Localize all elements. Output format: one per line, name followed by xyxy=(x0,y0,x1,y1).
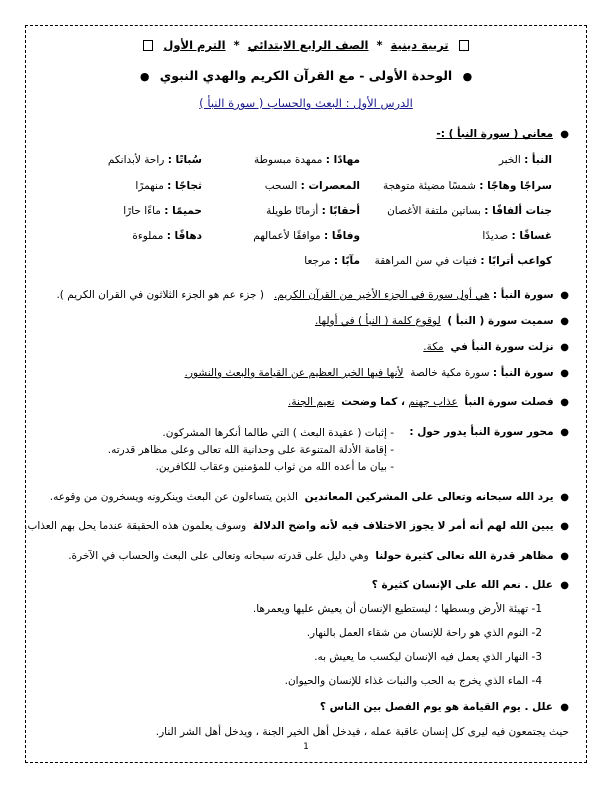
bullet-icon: ● xyxy=(560,580,569,591)
bullet-icon: ● xyxy=(560,521,569,532)
title-term: الترم الأول xyxy=(163,38,226,52)
bullet-icon: ● xyxy=(560,551,569,562)
meanings-heading xyxy=(436,128,569,140)
meaning-word: كواعب أترابًا : xyxy=(480,255,552,267)
bullet-icon: ● xyxy=(462,70,473,83)
meaning-cell xyxy=(108,154,202,166)
meaning-definition: شمسًا مضيئة متوهجة xyxy=(382,180,476,192)
meaning-word: سُباتًا : xyxy=(167,154,202,166)
question-1 xyxy=(372,579,569,591)
fact-surah-position xyxy=(56,289,569,301)
text-span: هي أول سورة في الجزء الأخير من القرآن الكريم. xyxy=(273,289,490,301)
text-span: مكة. xyxy=(423,341,444,353)
text-span: لوقوع كلمة ( النبأ ) في أولها. xyxy=(314,315,441,327)
text-span: سورة النبأ : xyxy=(492,367,554,379)
meaning-definition: ممهدة مبسوطة xyxy=(253,154,323,166)
fact-surah-axis xyxy=(409,426,569,438)
meaning-word: النبأ : xyxy=(524,154,552,166)
answer-item: 3- النهار الذي يعمل فيه الإنسان ليكسب ما يعيش به. xyxy=(314,651,542,663)
meaning-word: أحقابًا : xyxy=(321,205,360,217)
bullet-icon: ● xyxy=(560,492,569,503)
text-span: نزلت سورة النبأ في xyxy=(450,341,554,353)
text-span: فصلت سورة النبأ xyxy=(464,396,554,408)
meaning-word: مهادًا : xyxy=(325,154,360,166)
page-number: 1 xyxy=(303,742,309,752)
meaning-definition: الخبر xyxy=(498,154,521,166)
text-span: ، كما وضحت xyxy=(341,396,405,408)
answer-item: 4- الماء الذي يخرج به الحب والنبات غذاء للإنسان والحيوان. xyxy=(284,675,542,687)
meaning-cell xyxy=(253,230,360,242)
text-span: لأنها فيها الخبر العظيم عن القيامة والبعث والنشور. xyxy=(184,367,404,379)
unit-title xyxy=(0,68,612,83)
meaning-cell xyxy=(383,180,552,192)
text-span: عذاب جهنم xyxy=(408,396,458,408)
meaning-definition: صديدًا xyxy=(482,230,509,242)
meaning-definition: بساتين ملتفة الأغصان xyxy=(387,205,481,217)
page-title xyxy=(0,38,612,52)
text-span: سورة مكية خالصة xyxy=(410,367,490,379)
meaning-definition: راحة لأبدانكم xyxy=(107,154,165,166)
text-span: وسوف يعلمون هذه الحقيقة عندما يحل بهم العذاب. xyxy=(24,520,247,532)
question-2 xyxy=(320,701,569,713)
fact-reply xyxy=(50,491,569,503)
bullet-icon: ● xyxy=(139,70,150,83)
meaning-cell xyxy=(254,154,360,166)
meaning-cell xyxy=(135,180,202,192)
checkbox-icon xyxy=(459,40,469,51)
meaning-definition: منهمرًا xyxy=(135,180,164,192)
answer-item: 2- النوم الذي هو راحة للإنسان من شقاء العمل بالنهار. xyxy=(306,627,542,639)
lesson-title-text: الدرس الأول : البعث والحساب ( سورة النبأ ) xyxy=(199,96,413,110)
bullet-icon: ● xyxy=(560,397,569,408)
bullet-icon: ● xyxy=(560,427,569,438)
meaning-definition: السحب xyxy=(264,180,298,192)
meaning-word: المعصرات : xyxy=(300,180,360,192)
text-span: نعيم الجنة. xyxy=(288,396,335,408)
meaning-word: جنات ألفافًا : xyxy=(484,205,552,217)
text-span: محور سورة النبأ يدور حول : xyxy=(409,426,554,438)
bullet-icon: ● xyxy=(560,290,569,301)
fact-surah-name xyxy=(315,315,569,327)
meaning-definition: ماءًا حارًا xyxy=(123,205,161,217)
answer-2: حيث يجتمعون فيه ليرى كل إنسان عاقبة عمله ، فيدخل أهل الخير الجنة ، ويدخل أهل الشر النار. xyxy=(155,726,569,738)
meaning-word: دهاقًا : xyxy=(166,230,202,242)
meaning-cell xyxy=(304,255,360,267)
title-subject: تربية دينية xyxy=(390,38,449,52)
title-separator: * xyxy=(376,38,383,52)
text-span: علل . يوم القيامة هو يوم الفصل بين الناس ؟ xyxy=(319,701,553,713)
meaning-cell xyxy=(375,255,552,267)
meaning-word: مآبًا : xyxy=(333,255,360,267)
axis-item: - إثبات ( عقيدة البعث ) التي طالما أنكرها المشركون. xyxy=(162,427,394,439)
checkbox-icon xyxy=(143,40,153,51)
fact-power xyxy=(68,550,569,562)
fact-explain xyxy=(24,520,569,532)
text-span: وهي دليل على قدرته سبحانه وتعالى على البعث والحساب في الآخرة. xyxy=(68,550,369,562)
fact-surah-detail xyxy=(288,396,569,408)
text-span: مظاهر قدرة الله تعالى كثيرة حولنا xyxy=(375,550,554,562)
title-grade: الصف الرابع الابتدائي xyxy=(247,38,369,52)
meaning-cell xyxy=(482,230,552,242)
meaning-cell xyxy=(123,205,202,217)
text-span: يرد الله سبحانه وتعالى على المشركين المعاندين xyxy=(304,491,554,503)
axis-item: - إقامة الأدلة المتنوعة على وحدانية الله تعالى وعلى مظاهر قدرته. xyxy=(107,444,394,456)
bullet-icon: ● xyxy=(560,368,569,379)
bullet-icon: ● xyxy=(560,316,569,327)
fact-surah-revelation xyxy=(423,341,569,353)
meaning-definition: مملوءة xyxy=(132,230,164,242)
meaning-word: غساقًا : xyxy=(511,230,552,242)
meaning-word: ثجاجًا : xyxy=(167,180,202,192)
meaning-cell xyxy=(499,154,552,166)
meaning-definition: موافقًا لأعمالهم xyxy=(253,230,321,242)
meaning-definition: أزمانًا طويلة xyxy=(266,205,319,217)
axis-item: - بيان ما أعده الله من ثواب للمؤمنين وعقاب للكافرين. xyxy=(155,461,394,473)
unit-title-text: الوحدة الأولى - مع القرآن الكريم والهدي النبوي xyxy=(159,68,453,83)
bullet-icon: ● xyxy=(560,702,569,713)
meaning-word: وفاقًا : xyxy=(323,230,360,242)
meaning-word: سراجًا وهاجًا : xyxy=(479,180,552,192)
text-span: سميت سورة ( النبأ ) xyxy=(447,315,554,327)
text-span: معاني ( سورة النبأ ) :- xyxy=(436,128,553,140)
text-span: ( جزء عم هو الجزء الثلاثون في القران الكريم ). xyxy=(56,289,264,301)
bullet-icon: ● xyxy=(560,342,569,353)
meaning-word: حميمًا : xyxy=(164,205,202,217)
answer-item: 1- تهيئة الأرض وبسطها ؛ ليستطيع الإنسان أن يعيش عليها ويعمرها. xyxy=(252,603,542,615)
meaning-definition: مرجعا xyxy=(304,255,331,267)
title-separator: * xyxy=(233,38,240,52)
lesson-title xyxy=(0,96,612,110)
meaning-definition: فتيات في سن المراهقة xyxy=(374,255,477,267)
meaning-cell xyxy=(266,205,360,217)
meaning-cell xyxy=(265,180,360,192)
text-span: سورة النبأ : xyxy=(492,289,554,301)
text-span: علل . نعم الله على الإنسان كثيرة ؟ xyxy=(371,579,553,591)
meaning-cell xyxy=(132,230,202,242)
fact-surah-type xyxy=(185,367,569,379)
meaning-cell xyxy=(387,205,552,217)
text-span: يبين الله لهم أنه أمر لا يجوز الاختلاف فيه لأنه واضح الدلالة xyxy=(252,520,554,532)
text-span: الذين يتساءلون عن البعث وينكرونه ويسخرون من وقوعه. xyxy=(49,491,298,503)
bullet-icon: ● xyxy=(560,129,569,140)
